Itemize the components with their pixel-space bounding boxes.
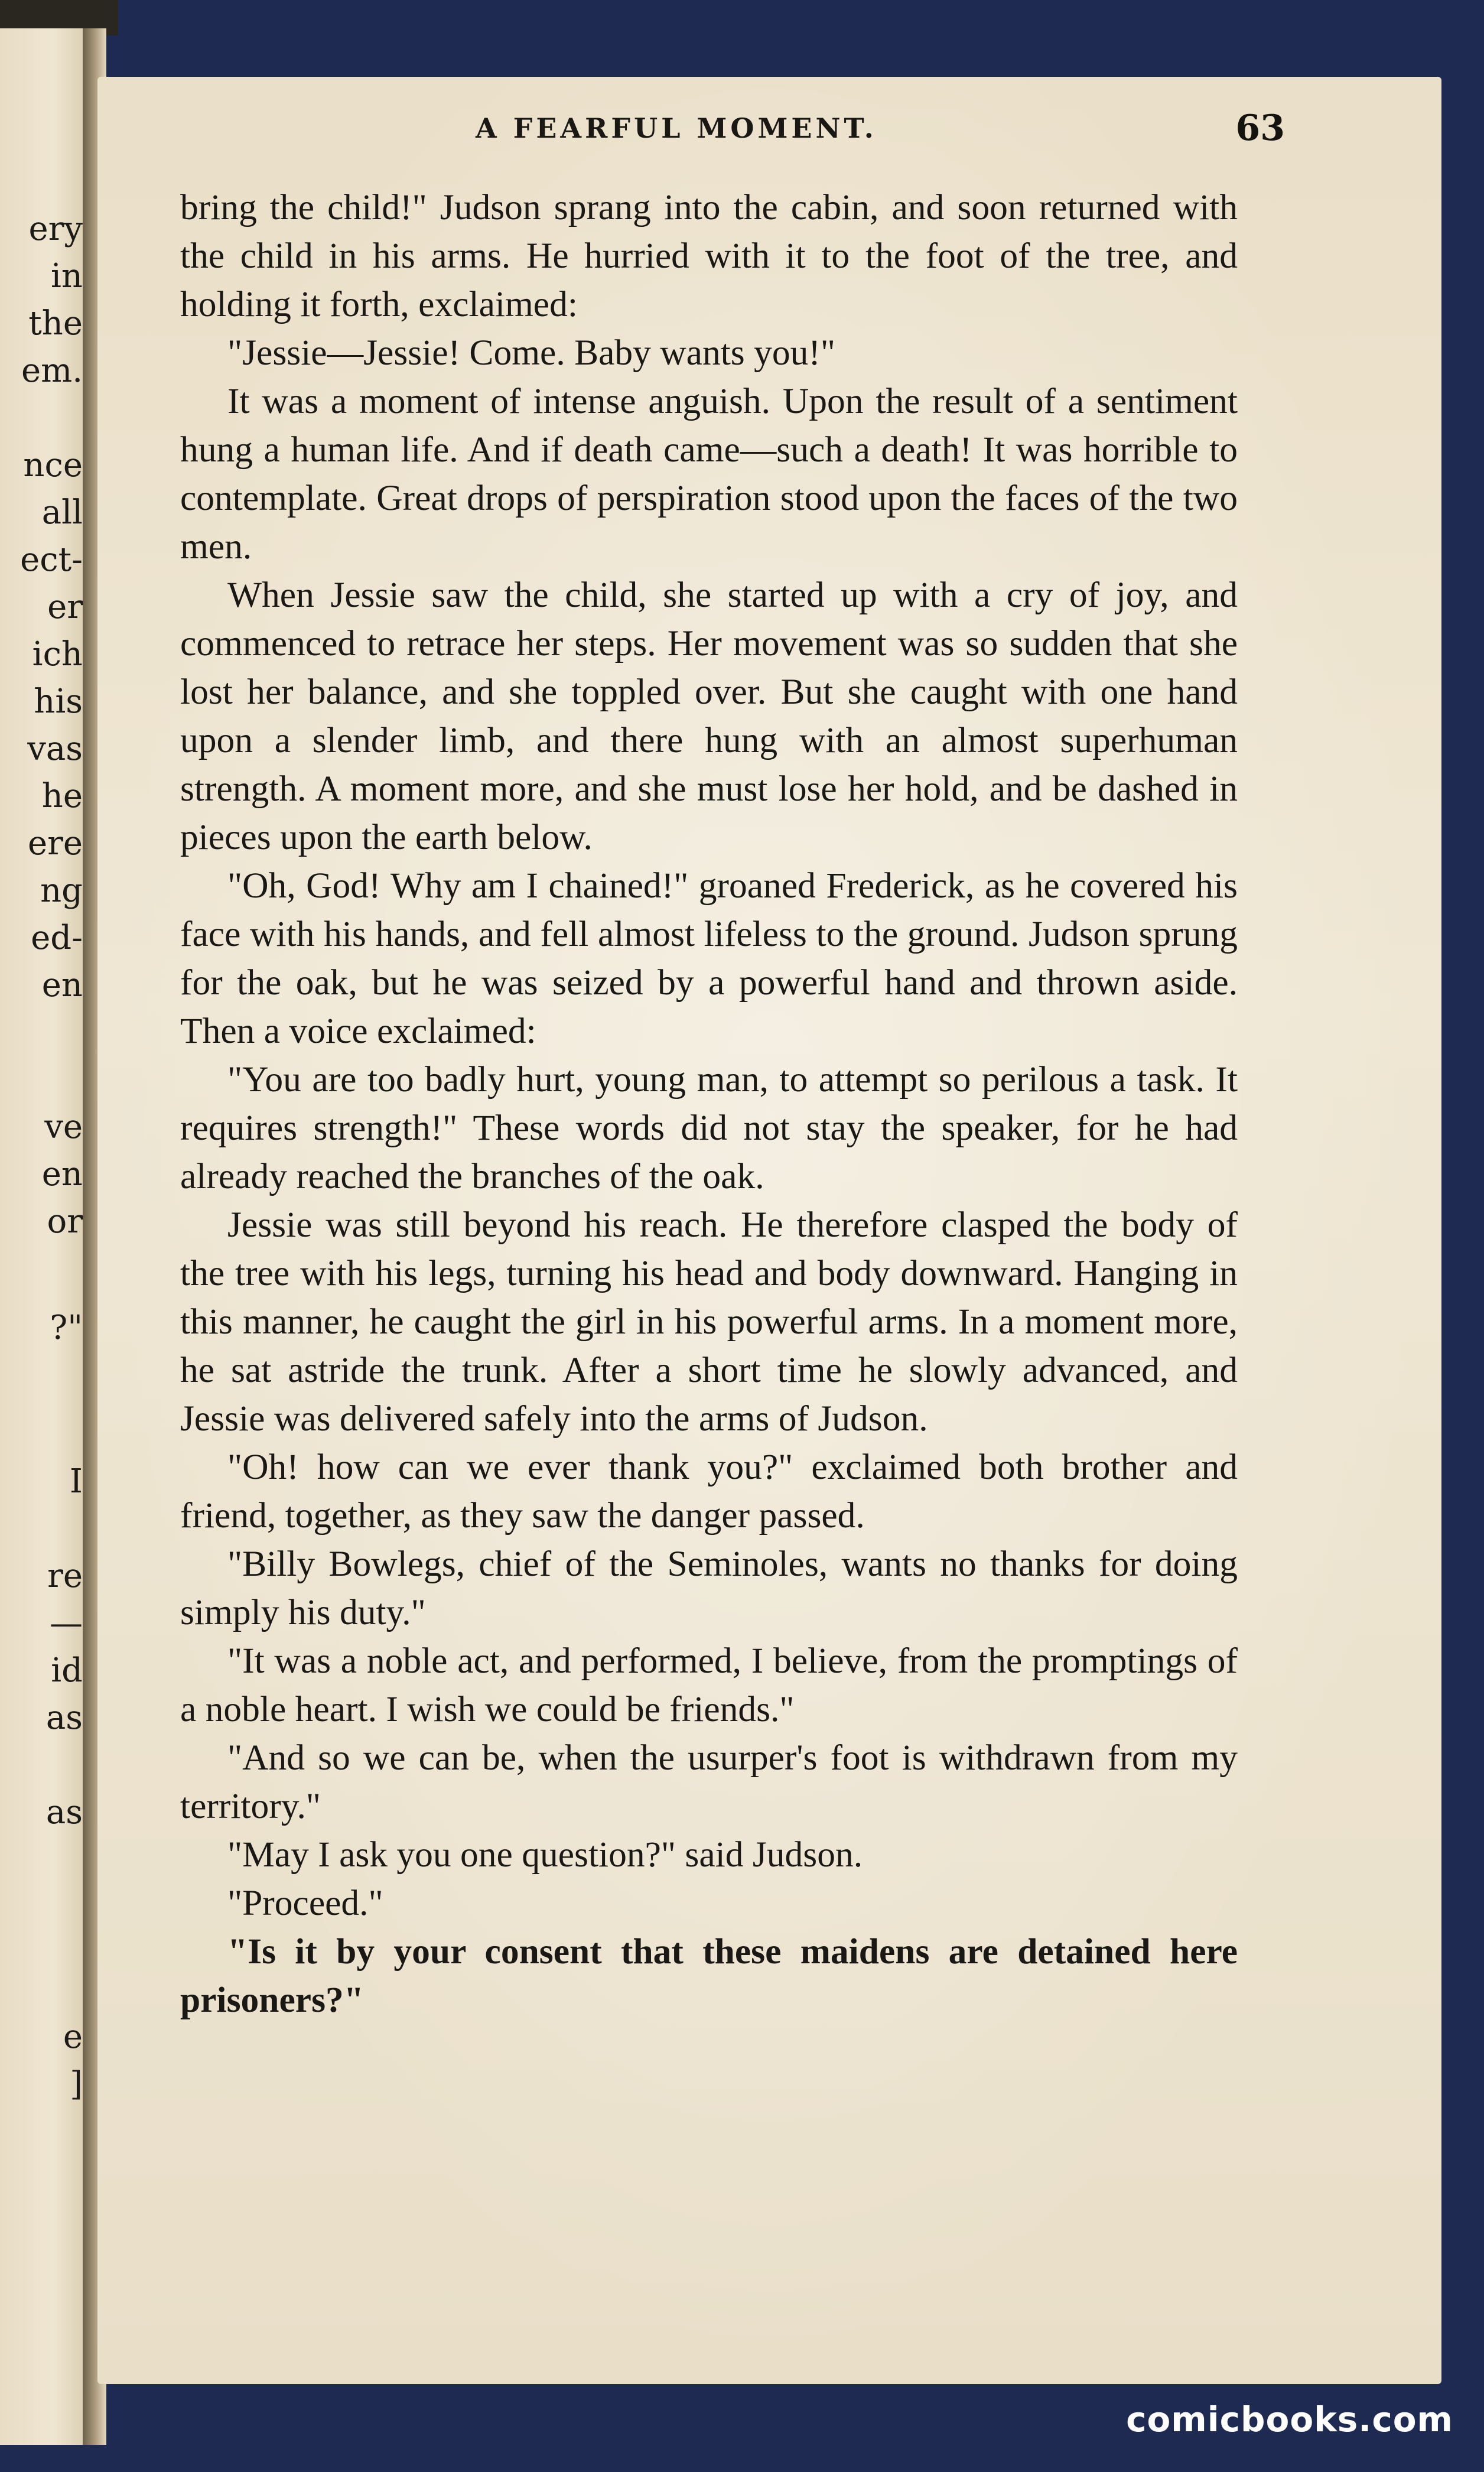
facing-page-fragment: id xyxy=(51,1651,83,1690)
paragraph: "Is it by your consent that these maidens are detained here prisoners?" xyxy=(180,1931,1238,2020)
paragraph: "Oh, God! Why am I chained!" groaned Frederick, as he covered his face with his hands, and fell almost lifeless to the ground. Judson sprung for the oak, but he was seized by a powerful hand and thrown aside. Then a voice exclaimed: xyxy=(180,866,1238,1051)
facing-page-strip xyxy=(0,28,89,2445)
facing-page-fragment: or xyxy=(47,1202,83,1241)
paragraph: When Jessie saw the child, she started up with a cry of joy, and commenced to retrace her steps. Her movement was so sudden that she lost her balance, and she toppled over. But she caught with one hand upon a slender limb, and there hung with an almost superhuman strength. A moment more, and she must lose her hold, and be dashed in pieces upon the earth below. xyxy=(180,575,1238,857)
facing-page-fragment: all xyxy=(41,493,83,532)
facing-page-fragment: vas xyxy=(27,730,83,768)
facing-page-fragment: ng xyxy=(40,871,83,910)
facing-page-fragment: em. xyxy=(21,352,83,390)
facing-page-fragment: ery xyxy=(28,210,83,248)
facing-page-fragment: nce xyxy=(23,446,83,484)
facing-page-fragment: — xyxy=(50,1604,83,1642)
paragraph: Jessie was still beyond his reach. He therefore clasped the body of the tree with his legs, turning his head and body downward. Hanging in this manner, he caught the girl in his powerful arms. In a moment more, he sat astride the trunk. After a short time he slowly advanced, and Jessie was delivered safely into the arms of Judson. xyxy=(180,1205,1238,1439)
facing-page-fragment: ?" xyxy=(50,1309,83,1347)
facing-page-fragment: ed- xyxy=(31,919,83,957)
paragraph: bring the child!" Judson sprang into the cabin, and soon returned with the child in his arms. He hurried with it to the foot of the tree, and holding it forth, exclaimed: xyxy=(180,187,1238,324)
facing-page-fragment: ect- xyxy=(20,541,83,579)
paragraph: "And so we can be, when the usurper's foot is withdrawn from my territory." xyxy=(180,1738,1238,1826)
facing-page-fragment: en xyxy=(41,1155,83,1193)
paragraph: "You are too badly hurt, young man, to attempt so perilous a task. It requires strength!" These words did not stay the speaker, for he had already reached the branches of the oak. xyxy=(180,1059,1238,1196)
facing-page-fragment: I xyxy=(69,1462,83,1501)
facing-page-fragment: ich xyxy=(32,635,83,674)
facing-page-fragment: he xyxy=(41,777,83,815)
paragraph: "Jessie—Jessie! Come. Baby wants you!" xyxy=(227,333,835,373)
paragraph: "May I ask you one question?" said Judson. xyxy=(227,1835,863,1875)
facing-page-fragment: in xyxy=(51,257,83,295)
facing-page-fragment: as xyxy=(45,1793,83,1832)
running-head: A FEARFUL MOMENT. xyxy=(476,112,877,144)
paragraph: "Billy Bowlegs, chief of the Seminoles, wants no thanks for doing simply his duty." xyxy=(180,1544,1238,1632)
paragraph: "Proceed." xyxy=(227,1883,383,1923)
watermark: comicbooks.com xyxy=(1126,2399,1453,2440)
facing-page-fragment: ere xyxy=(27,824,83,863)
facing-page-fragment: the xyxy=(28,304,83,343)
facing-page-fragment: re xyxy=(47,1557,83,1595)
page-number: 63 xyxy=(1235,108,1285,149)
paragraph: "Oh! how can we ever thank you?" exclaimed both brother and friend, together, as they saw the danger passed. xyxy=(180,1447,1238,1536)
facing-page-fragment: his xyxy=(34,682,83,721)
paragraph: It was a moment of intense anguish. Upon the result of a sentiment hung a human life. And if death came—such a death! It was horrible to contemplate. Great drops of perspiration stood upon the faces of the two men. xyxy=(180,381,1238,567)
facing-page-fragment: ] xyxy=(70,2065,83,2103)
facing-page-fragment: ve xyxy=(44,1108,83,1146)
facing-page-fragment: er xyxy=(47,588,83,626)
facing-page-fragment: en xyxy=(41,966,83,1004)
facing-page-fragment: as xyxy=(45,1699,83,1737)
page-header xyxy=(381,108,1285,165)
body-text xyxy=(180,183,1238,2024)
paragraph: "It was a noble act, and performed, I believe, from the promptings of a noble heart. I wish we could be friends." xyxy=(180,1641,1238,1729)
facing-page-fragment: e xyxy=(63,2018,83,2056)
